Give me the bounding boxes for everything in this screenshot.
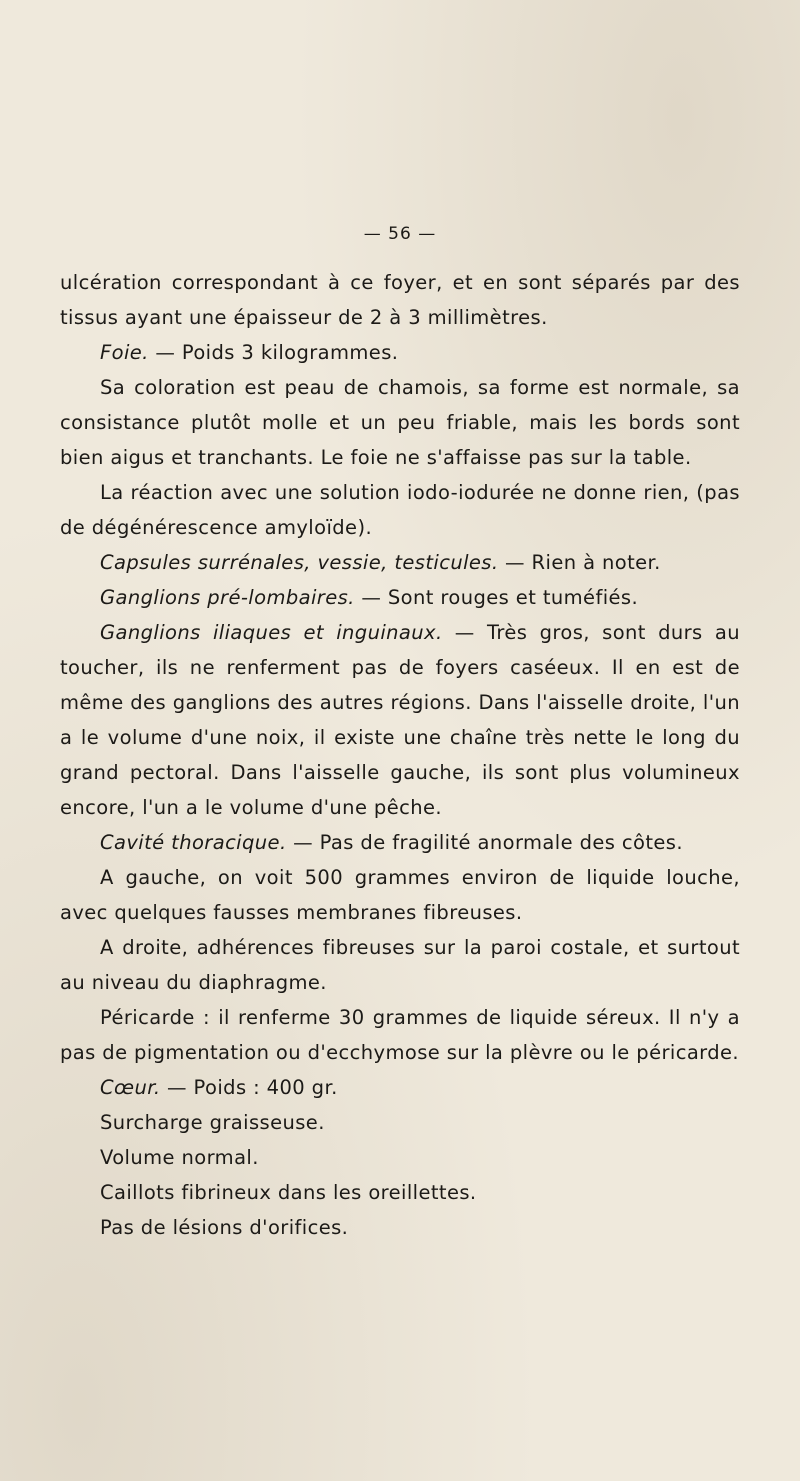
paragraph-text: La réaction avec une solution iodo-iodurée ne donne rien, (pas de dégénérescence amyloïde).: [60, 481, 740, 539]
section-heading: Cavité thoracique.: [100, 831, 287, 854]
paragraph: [60, 1175, 740, 1210]
section-heading: Foie.: [100, 341, 149, 364]
paragraph-text: A gauche, on voit 500 grammes environ de liquide louche, avec quelques fausses membranes fibreuses.: [60, 866, 740, 924]
paragraph: [60, 1105, 740, 1140]
paragraph: [60, 265, 740, 335]
paragraph: [60, 1210, 740, 1245]
paragraph: [60, 335, 740, 370]
paragraph: [60, 1070, 740, 1105]
paragraph: [60, 930, 740, 1000]
section-heading: Ganglions iliaques et inguinaux.: [100, 621, 443, 644]
paragraph-text: Caillots fibrineux dans les oreillettes.: [100, 1181, 477, 1204]
paragraph: [60, 615, 740, 825]
paragraph: [60, 475, 740, 545]
paragraph-text: — Très gros, sont durs au toucher, ils ne renferment pas de foyers caséeux. Il en est de même des ganglions des autres régions. Dans l'aisselle droite, l'un a le volume d'une noix, il existe une chaîne très nette le long du grand pectoral. Dans l'aisselle gauche, ils sont plus volumineux encore, l'un a le volume d'une pêche.: [60, 621, 740, 819]
body-text: [60, 265, 740, 1245]
paragraph: [60, 580, 740, 615]
paragraph-text: Surcharge graisseuse.: [100, 1111, 325, 1134]
paragraph: [60, 860, 740, 930]
paragraph-text: Sa coloration est peau de chamois, sa forme est normale, sa consistance plutôt molle et un peu friable, mais les bords sont bien aigus et tranchants. Le foie ne s'affaisse pas sur la table.: [60, 376, 740, 469]
paragraph-text: — Sont rouges et tuméfiés.: [354, 586, 639, 609]
section-heading: Cœur.: [100, 1076, 161, 1099]
paragraph-text: Pas de lésions d'orifices.: [100, 1216, 349, 1239]
paragraph: [60, 545, 740, 580]
paragraph: [60, 1000, 740, 1070]
paragraph-text: — Poids : 400 gr.: [160, 1076, 338, 1099]
paragraph: [60, 825, 740, 860]
paragraph-text: — Poids 3 kilogrammes.: [148, 341, 399, 364]
paragraph-text: Péricarde : il renferme 30 grammes de liquide séreux. Il n'y a pas de pigmentation ou d'ecchymose sur la plèvre ou le péricarde.: [60, 1006, 740, 1064]
section-heading: Ganglions pré-lombaires.: [100, 586, 355, 609]
paragraph-text: — Rien à noter.: [498, 551, 661, 574]
paragraph-text: A droite, adhérences fibreuses sur la paroi costale, et surtout au niveau du diaphragme.: [60, 936, 740, 994]
paragraph-text: Volume normal.: [100, 1146, 259, 1169]
page-number: — 56 —: [363, 224, 437, 244]
paragraph: [60, 1140, 740, 1175]
paragraph: [60, 370, 740, 475]
section-heading: Capsules surrénales, vessie, testicules.: [100, 551, 499, 574]
paragraph-text: ulcération correspondant à ce foyer, et en sont séparés par des tissus ayant une épaisseur de 2 à 3 millimètres.: [60, 271, 740, 329]
paragraph-text: — Pas de fragilité anormale des côtes.: [286, 831, 683, 854]
